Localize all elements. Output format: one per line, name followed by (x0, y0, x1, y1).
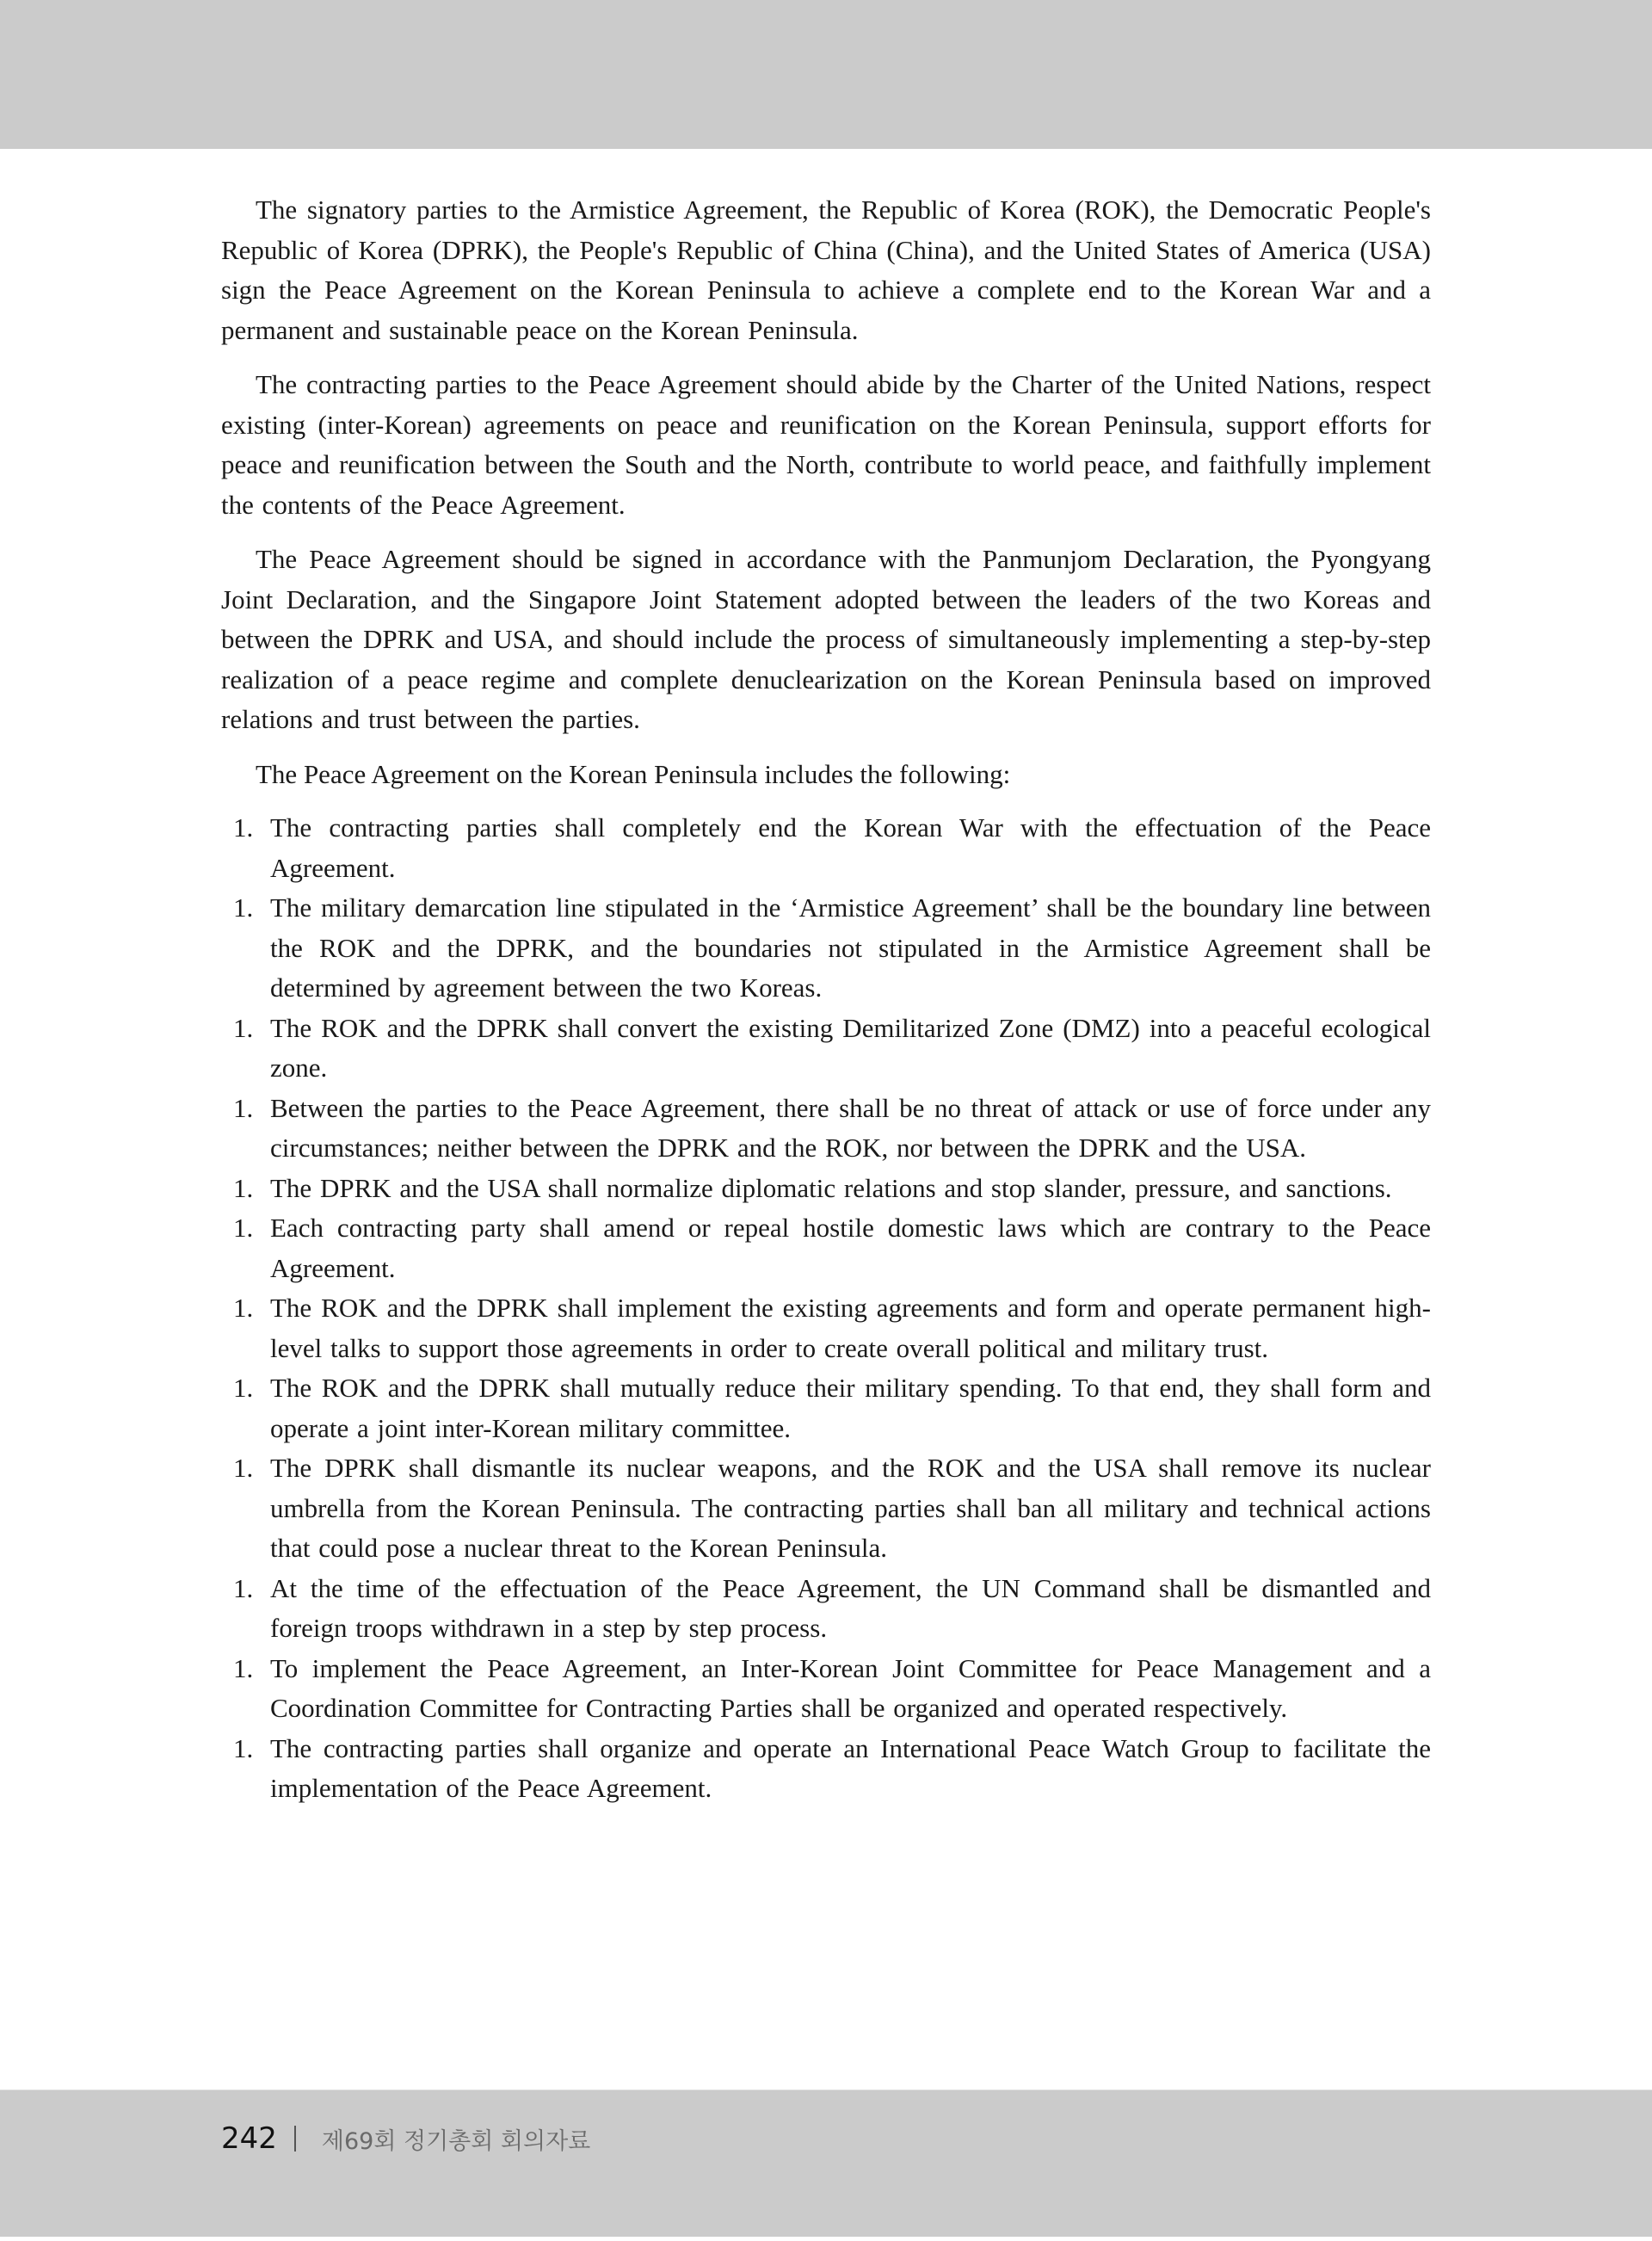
list-item (221, 1448, 1431, 1569)
list-item (221, 1169, 1431, 1209)
list-item-text: The contracting parties shall organize and operate an International Peace Watch Group to facilitate the implementation of the Peace Agreement. (270, 1732, 1431, 1803)
list-item (221, 888, 1431, 1009)
list-item-text: Each contracting party shall amend or repeal hostile domestic laws which are contrary to the Peace Agreement. (270, 1213, 1431, 1283)
list-item (221, 1009, 1431, 1089)
list-item (221, 1089, 1431, 1169)
page-number: 242 (221, 2121, 277, 2156)
list-item-text: The contracting parties shall completely end the Korean War with the effectuation of the Peace Agreement. (270, 812, 1431, 883)
list-number: 1. (233, 1172, 254, 1203)
list-number: 1. (233, 812, 254, 843)
list-number: 1. (233, 1732, 254, 1763)
list-number: 1. (233, 1572, 254, 1603)
document-body (221, 190, 1431, 1809)
list-item (221, 1208, 1431, 1288)
list-item (221, 1288, 1431, 1368)
list-item (221, 1729, 1431, 1809)
list-item (221, 808, 1431, 888)
list-item (221, 1368, 1431, 1448)
publication-title: 제69회 정기총회 회의자료 (321, 2127, 591, 2155)
list-item (221, 1569, 1431, 1649)
list-number: 1. (233, 1293, 254, 1323)
list-number: 1. (233, 1453, 254, 1483)
list-item-text: The military demarcation line stipulated in the ‘Armistice Agreement’ shall be the boundary line between the ROK and the DPRK, and the boundaries not stipulated in the Armistice Agreement shall be determined by agreement between the two Koreas. (270, 892, 1431, 1003)
header-band (0, 0, 1652, 149)
footer-band (0, 2090, 1652, 2237)
list-number: 1. (233, 1092, 254, 1123)
paragraph: The Peace Agreement should be signed in accordance with the Panmunjom Declaration, the Pyongyang Joint Declaration, and the Singapore Joint Statement adopted between the leaders of the two Koreas and between the DPRK and USA, and should include the process of simultaneously implementing a step-by-step realization of a peace regime and complete denuclearization on the Korean Peninsula based on improved relations and trust between the parties. (221, 544, 1431, 734)
list-number: 1. (233, 1652, 254, 1683)
list-item (221, 1649, 1431, 1729)
list-item-text: The ROK and the DPRK shall implement the existing agreements and form and operate permanent high-level talks to support those agreements in order to create overall political and military trust. (270, 1293, 1431, 1363)
list-item-text: The DPRK shall dismantle its nuclear weapons, and the ROK and the USA shall remove its nuclear umbrella from the Korean Peninsula. The contracting parties shall ban all military and technical actions that could pose a nuclear threat to the Korean Peninsula. (270, 1453, 1431, 1563)
paragraph: The signatory parties to the Armistice Agreement, the Republic of Korea (ROK), the Democratic People's Republic of Korea (DPRK), the People's Republic of China (China), and the United States of America (USA) sign the Peace Agreement on the Korean Peninsula to achieve a complete end to the Korean War and a permanent and sustainable peace on the Korean Peninsula. (221, 194, 1431, 345)
list-item-text: The DPRK and the USA shall normalize diplomatic relations and stop slander, pressure, and sanctions. (270, 1172, 1392, 1203)
list-number: 1. (233, 1213, 254, 1243)
list-item-text: At the time of the effectuation of the Peace Agreement, the UN Command shall be dismantled and foreign troops withdrawn in a step by step process. (270, 1572, 1431, 1643)
list-item-text: The ROK and the DPRK shall convert the existing Demilitarized Zone (DMZ) into a peaceful ecological zone. (270, 1012, 1431, 1083)
list-number: 1. (233, 892, 254, 923)
list-number: 1. (233, 1012, 254, 1043)
list-intro: The Peace Agreement on the Korean Peninsula includes the following: (256, 758, 1011, 789)
footer-divider (294, 2126, 296, 2151)
agreement-list (221, 808, 1431, 1809)
paragraph: The contracting parties to the Peace Agreement should abide by the Charter of the United Nations, respect existing (inter-Korean) agreements on peace and reunification on the Korean Peninsula, support efforts for peace and reunification between the South and the North, contribute to world peace, and faithfully implement the contents of the Peace Agreement. (221, 369, 1431, 520)
list-item-text: The ROK and the DPRK shall mutually reduce their military spending. To that end, they shall form and operate a joint inter-Korean military committee. (270, 1373, 1431, 1443)
list-item-text: To implement the Peace Agreement, an Inter-Korean Joint Committee for Peace Management and a Coordination Committee for Contracting Parties shall be organized and operated respectively. (270, 1652, 1431, 1723)
list-item-text: Between the parties to the Peace Agreement, there shall be no threat of attack or use of force under any circumstances; neither between the DPRK and the ROK, nor between the DPRK and the USA. (270, 1092, 1431, 1163)
list-number: 1. (233, 1373, 254, 1403)
